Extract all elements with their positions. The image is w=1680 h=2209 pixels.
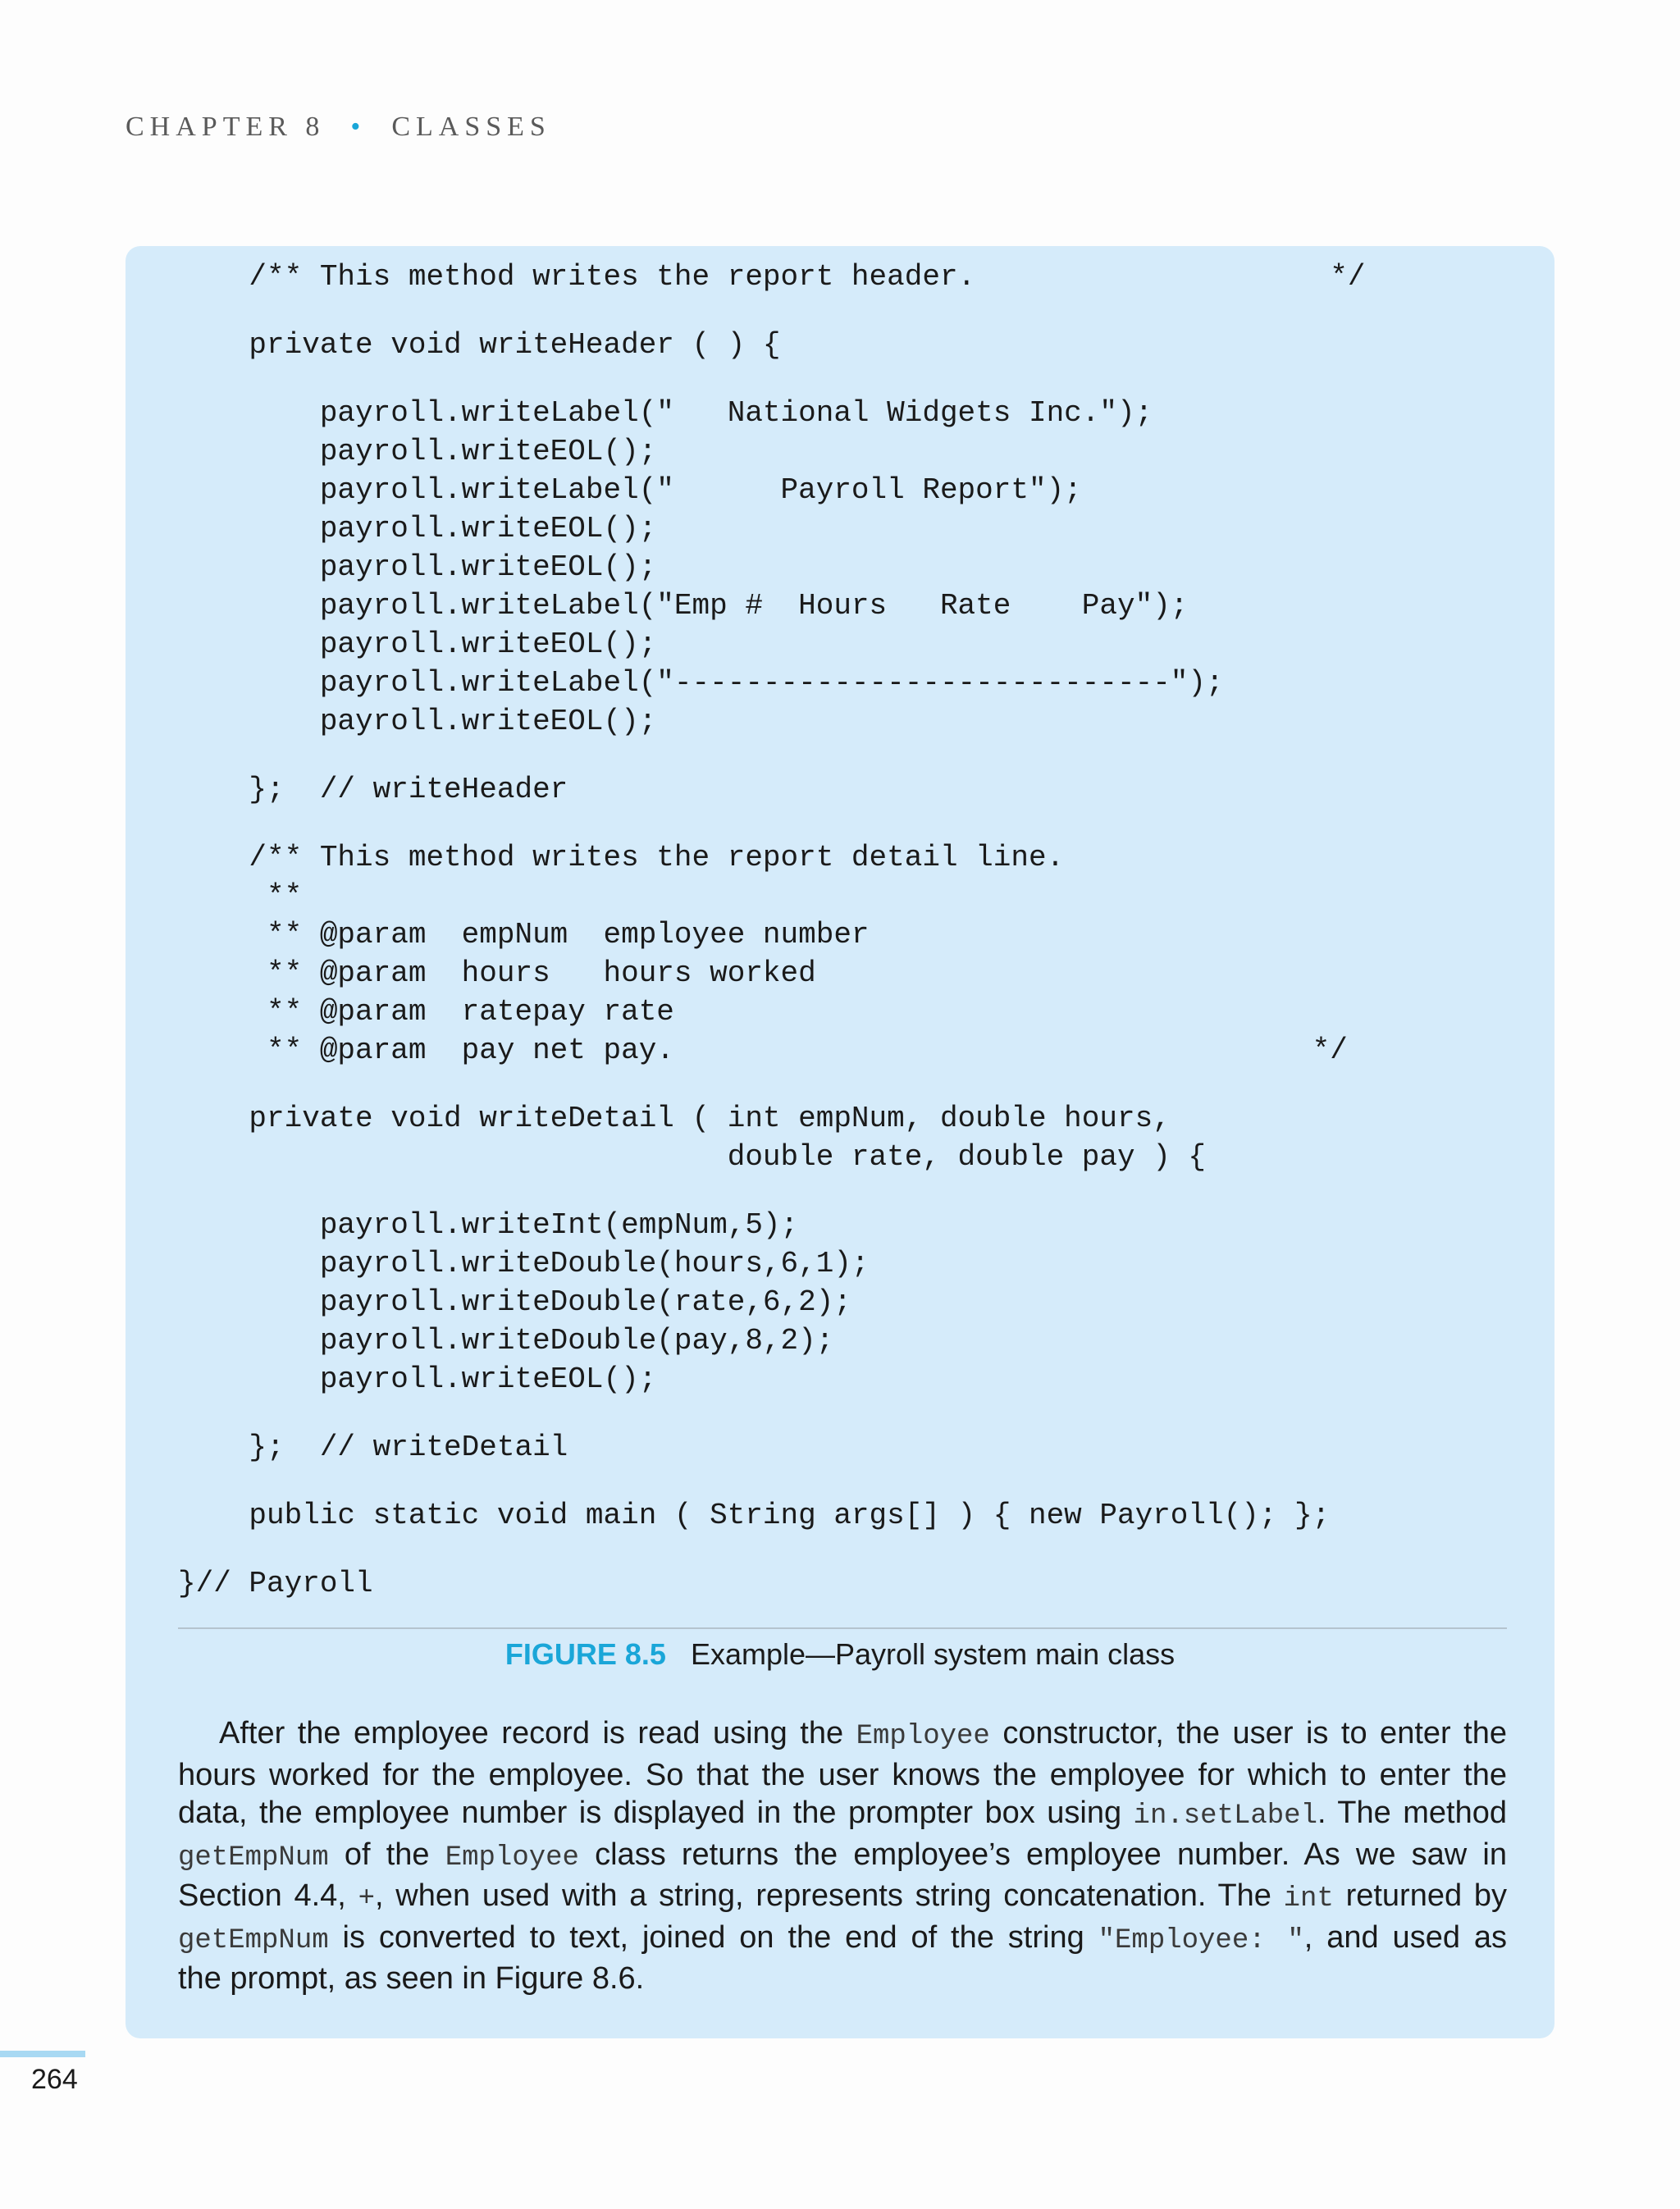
body-paragraph — [178, 1714, 1507, 1998]
inline-code: getEmpNum — [178, 1842, 329, 1874]
code-line: ** @param empNum employee number — [178, 918, 870, 952]
code-line: public static void main ( String args[] ) { new Payroll(); }; — [178, 1499, 1331, 1532]
paragraph-line: getEmpNum is converted to text, joined on the end of the string "Employee: ", and used as — [178, 1919, 1507, 1956]
inline-code: int — [1283, 1883, 1334, 1915]
code-blank-line — [178, 296, 1365, 326]
code-blank-line — [178, 1399, 1365, 1428]
paragraph-line: data, the employee number is displayed in the prompter box using in.setLabel. The method — [178, 1796, 1507, 1832]
inline-code: "Employee: " — [1098, 1924, 1304, 1956]
inline-code: Employee — [856, 1721, 990, 1752]
chapter-label: CHAPTER 8 — [126, 112, 326, 142]
code-line: payroll.writeInt(empNum,5); — [178, 1208, 799, 1242]
inline-code: getEmpNum — [178, 1924, 329, 1956]
inline-code: + — [358, 1883, 375, 1915]
code-line: }; // writeHeader — [178, 773, 568, 806]
code-line: ** @param pay net pay. */ — [178, 1034, 1348, 1067]
caption-divider — [178, 1627, 1507, 1629]
code-line: private void writeHeader ( ) { — [178, 328, 781, 362]
code-blank-line — [178, 741, 1365, 770]
code-line: payroll.writeLabel("Emp # Hours Rate Pay"); — [178, 589, 1189, 623]
code-line: payroll.writeLabel(" Payroll Report"); — [178, 473, 1082, 507]
code-line: private void writeDetail ( int empNum, double hours, — [178, 1102, 1171, 1135]
paragraph-line: After the employee record is read using the Employee constructor, the user is to enter the — [219, 1716, 1507, 1752]
code-line: payroll.writeDouble(pay,8,2); — [178, 1324, 834, 1358]
paragraph-line: the prompt, as seen in Figure 8.6. — [178, 1961, 645, 1996]
code-blank-line — [178, 1535, 1365, 1564]
code-blank-line — [178, 1070, 1365, 1099]
figure-label: FIGURE 8.5 — [504, 1637, 666, 1671]
running-head — [126, 112, 551, 143]
code-line: payroll.writeDouble(hours,6,1); — [178, 1247, 870, 1280]
code-blank-line — [178, 1467, 1365, 1496]
code-line: payroll.writeLabel("----------------------------"); — [178, 666, 1224, 700]
code-line: payroll.writeEOL(); — [178, 512, 657, 545]
code-listing — [178, 258, 1365, 1603]
code-line: }// Payroll — [178, 1567, 373, 1600]
code-blank-line — [178, 364, 1365, 394]
paragraph-line: getEmpNum of the Employee class returns the employee’s employee number. As we saw in — [178, 1837, 1507, 1874]
code-line: ** — [178, 879, 303, 913]
code-line: ** @param hours hours worked — [178, 956, 816, 990]
page-number: 264 — [31, 2064, 78, 2095]
code-line: payroll.writeEOL(); — [178, 550, 657, 584]
figure-caption-text: Example—Payroll system main class — [690, 1637, 1176, 1671]
page-tab-marker — [0, 2051, 85, 2057]
inline-code: in.setLabel — [1133, 1801, 1317, 1832]
code-blank-line — [178, 1176, 1365, 1206]
code-line: payroll.writeEOL(); — [178, 628, 657, 661]
paragraph-line: Section 4.4, +, when used with a string, represents string concatenation. The int returned by — [178, 1878, 1507, 1915]
code-line: }; // writeDetail — [178, 1431, 568, 1464]
code-line: ** @param ratepay rate — [178, 995, 674, 1029]
code-line: /** This method writes the report detail line. — [178, 841, 1065, 874]
code-line: payroll.writeEOL(); — [178, 1362, 657, 1396]
code-line: payroll.writeLabel(" National Widgets Inc."); — [178, 396, 1153, 430]
bullet-icon: • — [350, 112, 367, 142]
chapter-title: CLASSES — [391, 112, 551, 142]
code-line: /** This method writes the report header. */ — [178, 260, 1366, 294]
inline-code: Employee — [445, 1842, 579, 1874]
code-line: payroll.writeEOL(); — [178, 705, 657, 738]
paragraph-line: hours worked for the employee. So that the user knows the employee for which to enter the — [178, 1757, 1507, 1792]
code-line: double rate, double pay ) { — [178, 1140, 1207, 1174]
code-blank-line — [178, 809, 1365, 838]
code-line: payroll.writeDouble(rate,6,2); — [178, 1285, 851, 1319]
code-line: payroll.writeEOL(); — [178, 435, 657, 468]
figure-caption — [0, 1637, 1680, 1672]
